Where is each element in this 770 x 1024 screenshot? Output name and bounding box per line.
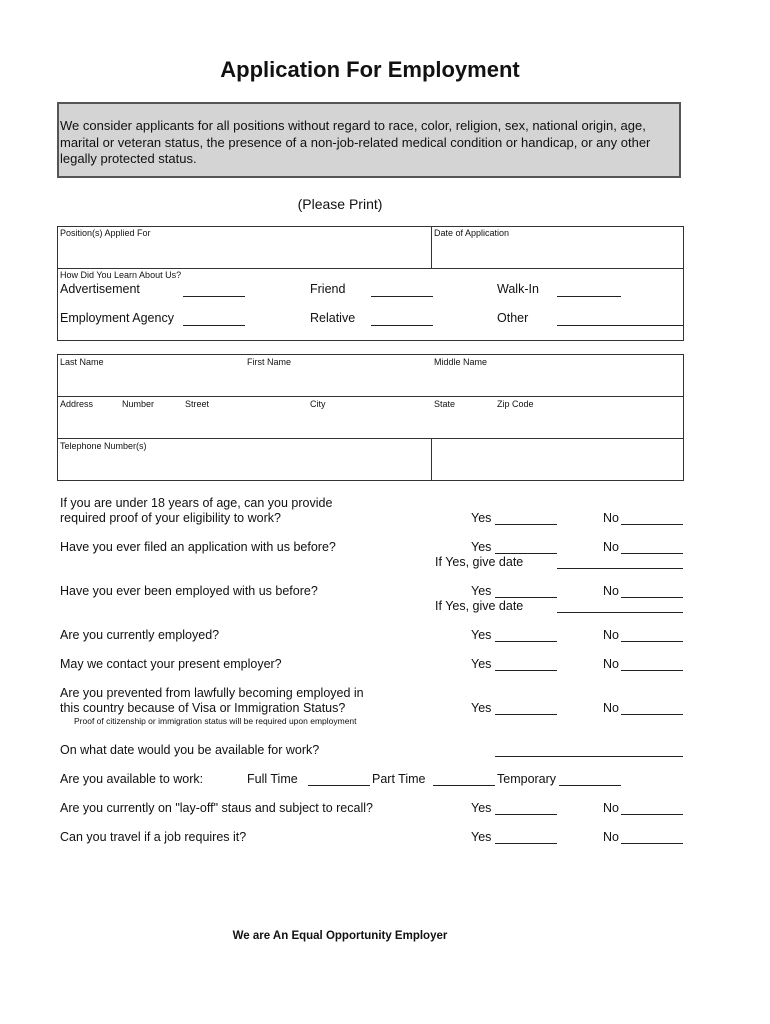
q-under-18-yes-line[interactable] bbox=[495, 524, 557, 525]
date-of-application-field[interactable] bbox=[434, 240, 680, 266]
q-available-to-work: Are you available to work: bbox=[60, 772, 204, 786]
street-label: Street bbox=[185, 399, 210, 409]
q-current-no-line[interactable] bbox=[621, 641, 683, 642]
positions-applied-field[interactable] bbox=[60, 240, 428, 266]
q-filed-yes-line[interactable] bbox=[495, 553, 557, 554]
source-walkin-line[interactable] bbox=[557, 296, 621, 297]
q-travel-yes-label: Yes bbox=[471, 830, 492, 844]
q-layoff-no-label: No bbox=[603, 801, 619, 815]
q-under-18-no-line[interactable] bbox=[621, 524, 683, 525]
q-contact-no-label: No bbox=[603, 657, 619, 671]
q-filed-no-label: No bbox=[603, 540, 619, 554]
q-prevented-yes-line[interactable] bbox=[495, 714, 557, 715]
source-advertisement-label: Advertisement bbox=[60, 282, 140, 296]
q-employed-date-line[interactable] bbox=[557, 612, 683, 613]
city-label: City bbox=[310, 399, 326, 409]
q-prevented-yes-label: Yes bbox=[471, 701, 492, 715]
q-filed-yes-label: Yes bbox=[471, 540, 492, 554]
position-date-divider bbox=[431, 226, 432, 269]
source-relative-label: Relative bbox=[310, 311, 356, 325]
state-label: State bbox=[434, 399, 456, 409]
q-current-yes-label: Yes bbox=[471, 628, 492, 642]
q-employed-date-label: If Yes, give date bbox=[435, 599, 524, 613]
q-prevented-no-line[interactable] bbox=[621, 714, 683, 715]
source-advertisement-line[interactable] bbox=[183, 296, 245, 297]
q-layoff-yes-line[interactable] bbox=[495, 814, 557, 815]
q-contact-employer: May we contact your present employer? bbox=[60, 657, 282, 671]
temporary-label: Temporary bbox=[497, 772, 557, 786]
eeo-notice-text: We consider applicants for all positions without regard to race, color, religion, sex, national origin, age, marital or veteran status, the presence of a non-job-related medical condition or handicap, or any other legally protected status. bbox=[60, 118, 651, 166]
q-employed-before: Have you ever been employed with us before? bbox=[60, 584, 318, 598]
phone-divider bbox=[431, 438, 432, 481]
q-filed-date-line[interactable] bbox=[557, 568, 683, 569]
q-contact-yes-line[interactable] bbox=[495, 670, 557, 671]
q-employed-no-line[interactable] bbox=[621, 597, 683, 598]
address-row-divider bbox=[57, 438, 684, 439]
q-current-no-label: No bbox=[603, 628, 619, 642]
q-employed-no-label: No bbox=[603, 584, 619, 598]
source-friend-line[interactable] bbox=[371, 296, 433, 297]
q-travel-no-line[interactable] bbox=[621, 843, 683, 844]
q-currently-employed: Are you currently employed? bbox=[60, 628, 220, 642]
address-field[interactable] bbox=[60, 411, 680, 436]
full-time-line[interactable] bbox=[308, 785, 370, 786]
position-row-divider bbox=[57, 268, 684, 269]
equal-opportunity-footer: We are An Equal Opportunity Employer bbox=[232, 930, 448, 942]
page-title: Application For Employment bbox=[220, 57, 520, 82]
number-label: Number bbox=[122, 399, 155, 409]
temporary-line[interactable] bbox=[559, 785, 621, 786]
source-other-label: Other bbox=[497, 311, 529, 325]
positions-applied-label: Position(s) Applied For bbox=[60, 228, 151, 238]
q-travel-no-label: No bbox=[603, 830, 619, 844]
please-print-note: (Please Print) bbox=[297, 196, 383, 212]
zip-code-label: Zip Code bbox=[497, 399, 534, 409]
source-relative-line[interactable] bbox=[371, 325, 433, 326]
q-employed-yes-line[interactable] bbox=[495, 597, 557, 598]
q-layoff-yes-label: Yes bbox=[471, 801, 492, 815]
how-learn-label: How Did You Learn About Us? bbox=[60, 270, 182, 280]
q-under-18-yes-label: Yes bbox=[471, 511, 492, 525]
q-available-date: On what date would you be available for work? bbox=[60, 743, 320, 757]
telephone-label: Telephone Number(s) bbox=[60, 441, 147, 451]
telephone-field[interactable] bbox=[60, 453, 428, 478]
part-time-label: Part Time bbox=[372, 772, 426, 786]
name-field[interactable] bbox=[60, 369, 680, 394]
source-walkin-label: Walk-In bbox=[497, 282, 539, 296]
q-travel: Can you travel if a job requires it? bbox=[60, 830, 247, 844]
q-filed-no-line[interactable] bbox=[621, 553, 683, 554]
q-layoff-no-line[interactable] bbox=[621, 814, 683, 815]
q-prevented-no-label: No bbox=[603, 701, 619, 715]
name-row-divider bbox=[57, 396, 684, 397]
q-prevented-note: Proof of citizenship or immigration status will be required upon employment bbox=[74, 716, 357, 726]
q-current-yes-line[interactable] bbox=[495, 641, 557, 642]
address-label: Address bbox=[60, 399, 94, 409]
middle-name-label: Middle Name bbox=[434, 357, 488, 367]
q-under-18-no-label: No bbox=[603, 511, 619, 525]
full-time-label: Full Time bbox=[247, 772, 298, 786]
q-contact-no-line[interactable] bbox=[621, 670, 683, 671]
q-travel-yes-line[interactable] bbox=[495, 843, 557, 844]
q-under-18-line2: required proof of your eligibility to work? bbox=[60, 511, 281, 525]
source-agency-line[interactable] bbox=[183, 325, 245, 326]
q-filed-date-label: If Yes, give date bbox=[435, 555, 524, 569]
q-available-date-line[interactable] bbox=[495, 756, 683, 757]
source-friend-label: Friend bbox=[310, 282, 346, 296]
part-time-line[interactable] bbox=[433, 785, 495, 786]
first-name-label: First Name bbox=[247, 357, 292, 367]
q-prevented-line1: Are you prevented from lawfully becoming employed in bbox=[60, 686, 364, 700]
q-filed-before: Have you ever filed an application with us before? bbox=[60, 540, 336, 554]
q-under-18-line1: If you are under 18 years of age, can you provide bbox=[60, 496, 333, 510]
q-lay-off: Are you currently on "lay-off" staus and subject to recall? bbox=[60, 801, 373, 815]
date-of-application-label: Date of Application bbox=[434, 228, 510, 238]
q-contact-yes-label: Yes bbox=[471, 657, 492, 671]
q-employed-yes-label: Yes bbox=[471, 584, 492, 598]
source-agency-label: Employment Agency bbox=[60, 311, 174, 325]
q-prevented-line2: this country because of Visa or Immigration Status? bbox=[60, 701, 346, 715]
last-name-label: Last Name bbox=[60, 357, 104, 367]
source-other-line[interactable] bbox=[557, 325, 683, 326]
